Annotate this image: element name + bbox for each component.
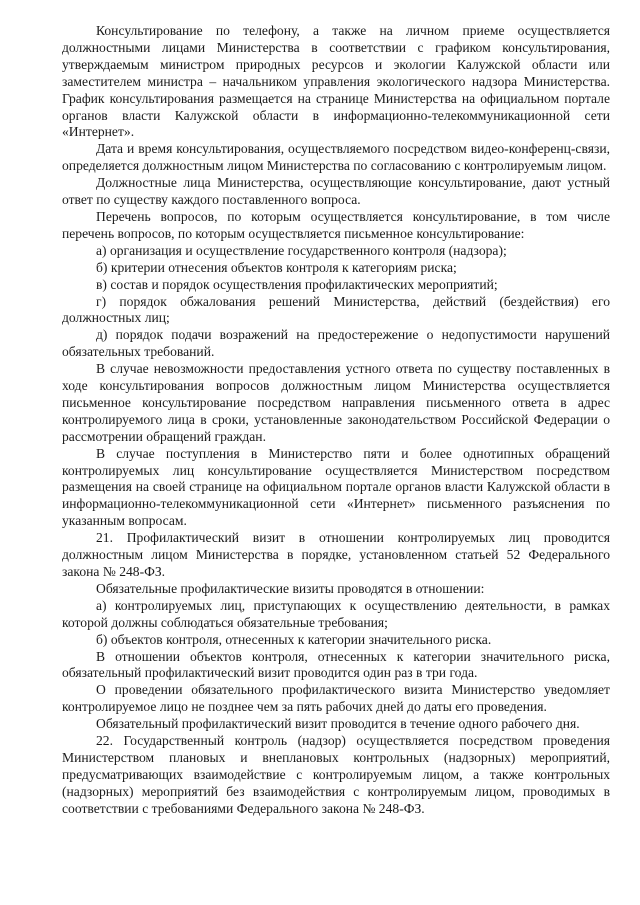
paragraph-mandatory-visits: Обязательные профилактические визиты проводятся в отношении: bbox=[96, 580, 485, 596]
paragraph-consultation-phone: Консультирование по телефону, а также на личном приеме осуществляется должностными лицами Министерства в соответствии с графиком консультирования, утверждаемым министром природных ресурсов и экологии Калужской области или заместителем министра – начальником управления экологического надзора Министерства. График консультирования размещается на странице Министерства на официальном портале органов власти Калужской области в информационно-телекоммуникационной сети «Интернет». bbox=[62, 23, 610, 140]
paragraph-oral-answer: Должностные лица Министерства, осуществляющие консультирование, дают устный ответ по существу каждого поставленного вопроса. bbox=[62, 175, 610, 208]
paragraph-similar-requests: В случае поступления в Министерство пяти и более однотипных обращений контролируемых лиц консультирование осуществляется Министерством посредством размещения на своей странице на официальном портале органов власти Калужской области в информационно-телекоммуникационной сети «Интернет» письменного разъяснения по указанным вопросам. bbox=[62, 445, 610, 529]
visit-item-b: б) объектов контроля, отнесенных к категории значительного риска. bbox=[96, 631, 492, 647]
paragraph-written-consultation: В случае невозможности предоставления устного ответа по существу поставленных в ходе консультирования вопросов должностным лицом Министерства осуществляется письменное консультирование посредством направления письменного ответа в адрес контролируемого лица в сроки, установленные законодательством Российской Федерации о рассмотрении обращений граждан. bbox=[62, 361, 610, 444]
list-item-v: в) состав и порядок осуществления профилактических мероприятий; bbox=[96, 276, 498, 292]
paragraph-video-conference: Дата и время консультирования, осуществляемого посредством видео-конференц-связи, определяется должностным лицом Министерства по согласованию с контролируемым лицом. bbox=[62, 141, 610, 174]
list-item-d: д) порядок подачи возражений на предостережение о недопустимости нарушений обязательных требований. bbox=[62, 327, 610, 360]
paragraph-section-22: 22. Государственный контроль (надзор) осуществляется посредством проведения Министерством плановых и внеплановых контрольных (надзорных) мероприятий, предусматривающих взаимодействие с контролируемым лицом, а также контрольных (надзорных) мероприятий без взаимодействия с контролируемым лицом, проводимых в соответствии с требованиями Федерального закона № 248-ФЗ. bbox=[62, 733, 610, 816]
visit-item-a: а) контролируемых лиц, приступающих к осуществлению деятельности, в рамках которой должны соблюдаться обязательные требования; bbox=[62, 597, 610, 630]
list-item-a: а) организация и осуществление государственного контроля (надзора); bbox=[96, 242, 507, 258]
paragraph-question-list: Перечень вопросов, по которым осуществляется консультирование, в том числе перечень вопросов, по которым осуществляется письменное консультирование: bbox=[62, 208, 610, 241]
list-item-b: б) критерии отнесения объектов контроля к категориям риска; bbox=[96, 259, 457, 275]
paragraph-visit-frequency: В отношении объектов контроля, отнесенных к категории значительного риска, обязательный профилактический визит проводится один раз в три года. bbox=[62, 648, 610, 681]
paragraph-visit-notice: О проведении обязательного профилактического визита Министерство уведомляет контролируемое лицо не позднее чем за пять рабочих дней до даты его проведения. bbox=[62, 682, 610, 715]
list-item-g: г) порядок обжалования решений Министерства, действий (бездействия) его должностных лиц; bbox=[62, 293, 610, 326]
paragraph-section-21: 21. Профилактический визит в отношении контролируемых лиц проводится должностным лицом Министерства в порядке, установленном статьей 52 Федерального закона № 248-ФЗ. bbox=[62, 530, 610, 579]
paragraph-visit-duration: Обязательный профилактический визит проводится в течение одного рабочего дня. bbox=[96, 716, 580, 732]
